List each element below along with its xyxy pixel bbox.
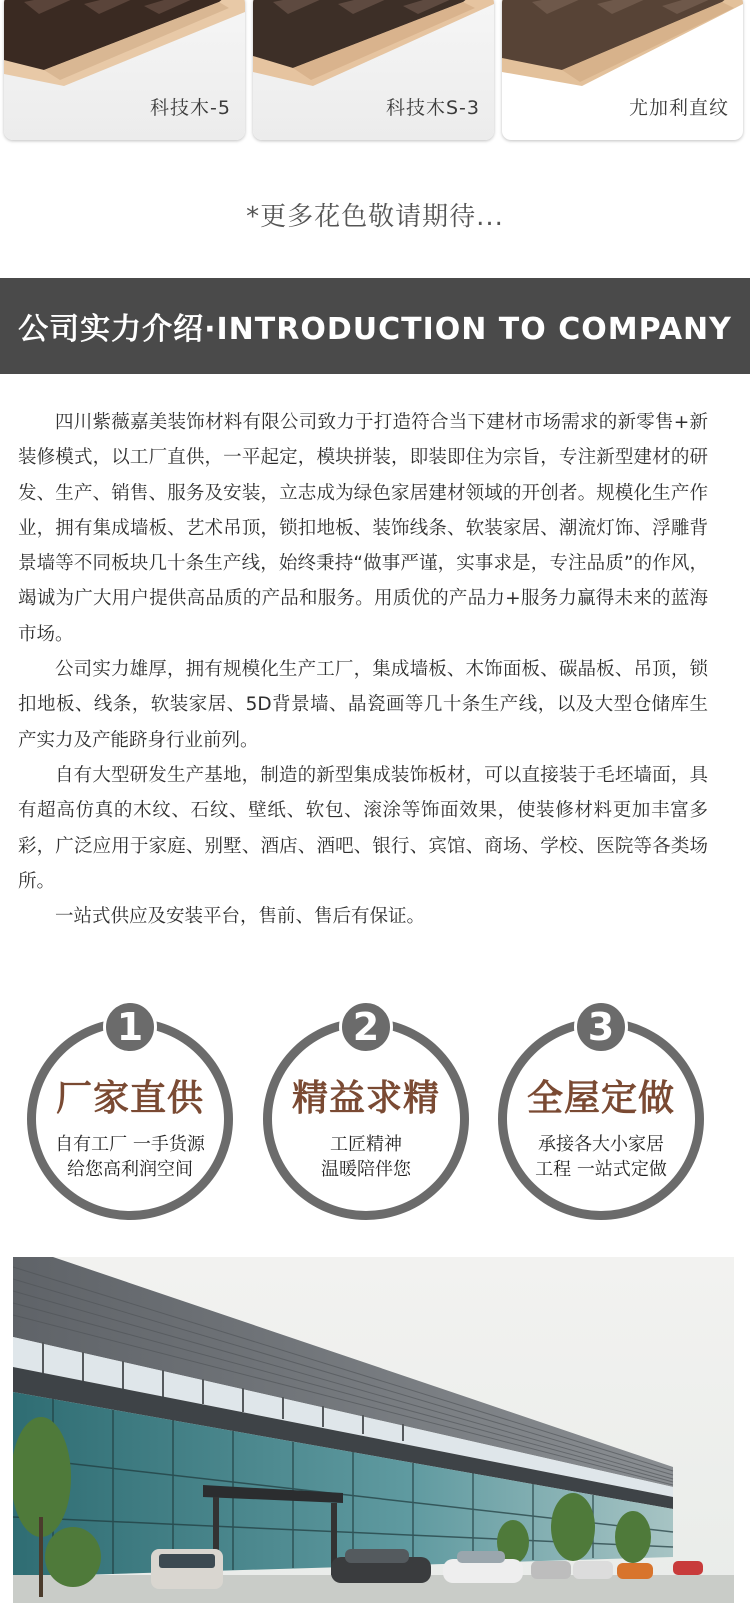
- feature-line-1: 承接各大小家居: [538, 1134, 664, 1155]
- swatch-card-2[interactable]: [253, 0, 494, 140]
- feature-badge-2: [263, 1000, 469, 1220]
- swatch-label: 尤加利直纹: [628, 97, 729, 119]
- swatch-card-1[interactable]: [4, 0, 245, 140]
- banner-title: 公司实力介绍·INTRODUCTION TO COMPANY: [18, 312, 732, 347]
- factory-illustration: [13, 1257, 734, 1603]
- wood-panel-image: [253, 0, 494, 104]
- feature-number: 3: [574, 1000, 628, 1054]
- feature-line-1: 工匠精神: [330, 1134, 402, 1155]
- feature-number: 1: [103, 1000, 157, 1054]
- intro-paragraph-2: 公司实力雄厚，拥有规模化生产工厂，集成墙板、木饰面板、碳晶板、吊顶，锁扣地板、线条，软装家居、5D背景墙、晶瓷画等几十条生产线，以及大型仓储库生产实力及产能跻身行业前列。: [18, 659, 708, 751]
- intro-paragraph-4: 一站式供应及安装平台，售前、售后有保证。: [55, 906, 426, 928]
- swatch-label: 科技木-5: [150, 97, 231, 119]
- intro-paragraph-3: 自有大型研发生产基地，制造的新型集成装饰板材，可以直接装于毛坯墙面，具有超高仿真的木纹、石纹、壁纸、软包、滚涂等饰面效果，使装修材料更加丰富多彩，广泛应用于家庭、别墅、酒店、酒吧、银行、宾馆、商场、学校、医院等各类场所。: [18, 764, 708, 892]
- feature-title: 全屋定做: [526, 1078, 675, 1119]
- feature-line-1: 自有工厂 一手货源: [55, 1134, 205, 1155]
- feature-line-2: 给您高利润空间: [67, 1159, 193, 1180]
- feature-line-2: 温暖陪伴您: [321, 1159, 411, 1180]
- feature-line-2: 工程 一站式定做: [535, 1159, 667, 1180]
- intro-paragraph-1: 四川紫薇嘉美装饰材料有限公司致力于打造符合当下建材市场需求的新零售+新装修模式，以工厂直供，一平起定，模块拼装，即装即住为宗旨，专注新型建材的研发、生产、销售、服务及安装，立志成为绿色家居建材领域的开创者。规模化生产作业，拥有集成墙板、艺术吊顶，锁扣地板、装饰线条、软装家居、潮流灯饰、浮雕背景墙等不同板块几十条生产线，始终秉持“做事严谨，实事求是，专注品质”的作风，竭诚为广大用户提供高品质的产品和服务。用质优的产品力+服务力赢得未来的蓝海市场。: [18, 412, 708, 645]
- more-colors-note: *更多花色敬请期待...: [246, 202, 504, 232]
- feature-number: 2: [339, 1000, 393, 1054]
- feature-badge-3: [498, 1000, 704, 1220]
- factory-building-photo: [13, 1257, 734, 1603]
- product-swatch-row: [0, 0, 750, 142]
- feature-title: 厂家直供: [55, 1078, 204, 1119]
- swatch-card-3[interactable]: [502, 0, 743, 140]
- company-intro-text: [18, 405, 708, 934]
- wood-panel-image: [502, 0, 743, 104]
- swatch-label: 科技木S-3: [385, 97, 480, 119]
- wood-panel-image: [4, 0, 245, 104]
- feature-title: 精益求精: [291, 1078, 440, 1119]
- feature-badges: [0, 1000, 750, 1220]
- feature-badge-1: [27, 1000, 233, 1220]
- company-intro-banner: [0, 278, 750, 374]
